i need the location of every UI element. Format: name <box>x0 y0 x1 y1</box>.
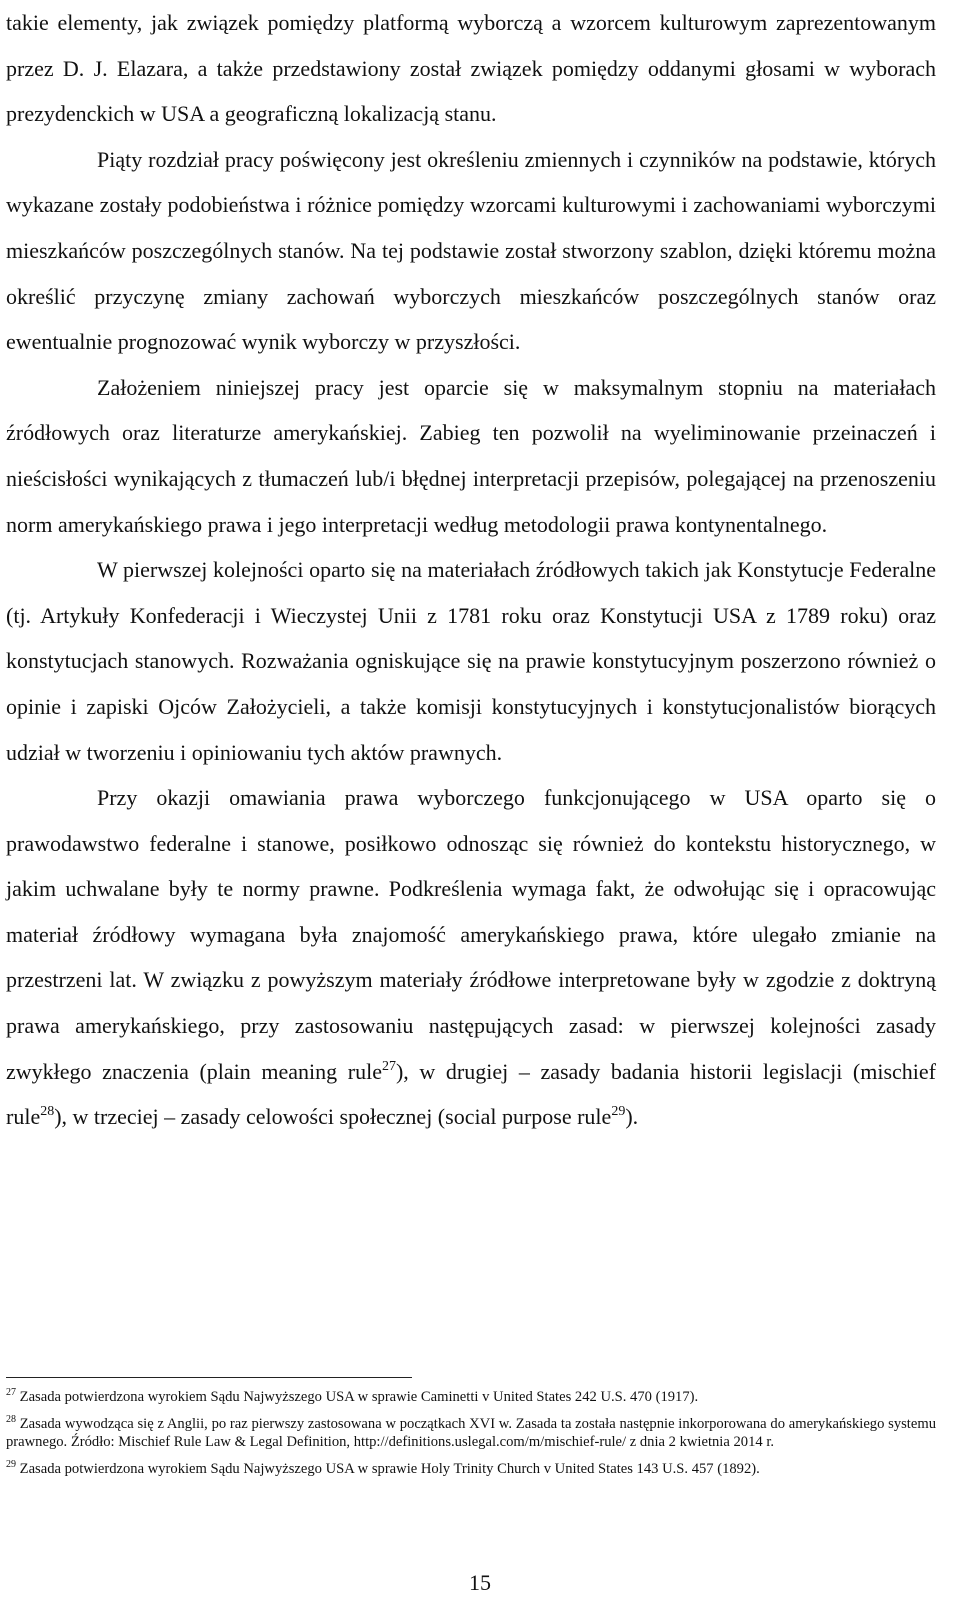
footnote-29 <box>6 1460 936 1479</box>
footnote-number: 27 <box>6 1387 16 1398</box>
footnote-ref-28[interactable]: 28 <box>40 1104 55 1120</box>
footnote-ref-29[interactable]: 29 <box>611 1104 626 1120</box>
footnote-27 <box>6 1388 936 1407</box>
page-number: 15 <box>469 1570 491 1595</box>
paragraph-intro-continuation: takie elementy, jak związek pomiędzy platformą wyborczą a wzorcem kulturowym zaprezentowanym przez D. J. Elazara, a także przedstawiony został związek pomiędzy oddanymi głosami w wyborach prezydenckich w USA a geograficzną lokalizacją stanu. <box>6 10 936 127</box>
paragraph-constitutions: W pierwszej kolejności oparto się na materiałach źródłowych takich jak Konstytucje Federalne (tj. Artykuły Konfederacji i Wieczystej Unii z 1781 roku oraz Konstytucji USA z 1789 roku) oraz konstytucjach stanowych. Rozważania ogniskujące się na prawie konstytucyjnym poszerzono również o opinie i zapiski Ojców Założycieli, a także komisji konstytucyjnych i konstytucjonalistów biorących udział w tworzeniu i opiniowaniu tych aktów prawnych. <box>6 557 936 765</box>
body-text <box>6 0 936 1140</box>
paragraph-electoral-law-text-3: ), w trzeciej – zasady celowości społecznej (social purpose rule <box>54 1104 612 1130</box>
footnote-text: Zasada wywodząca się z Anglii, po raz pierwszy zastosowana w początkach XVI w. Zasada ta została następnie inkorporowana do amerykańskiego systemu prawnego. Źródło: Mischief Rule Law & Legal Definition, http://definitions.uslegal.com/m/mischief-rule/ z dnia 2 kwietnia 2014 r. <box>6 1415 936 1451</box>
footnote-28 <box>6 1415 936 1452</box>
paragraph-electoral-law-text-4: ). <box>625 1104 639 1130</box>
document-page <box>6 0 936 1140</box>
footnote-number: 29 <box>6 1458 16 1470</box>
footnotes <box>6 1388 936 1486</box>
paragraph-chapter-five: Piąty rozdział pracy poświęcony jest określeniu zmiennych i czynników na podstawie, których wykazane zostały podobieństwa i różnice pomiędzy wzorcami kulturowymi i zachowaniami wyborczymi mieszkańców poszczególnych stanów. Na tej podstawie został stworzony szablon, dzięki któremu można określić przyczynę zmiany zachowań wyborczych mieszkańców poszczególnych stanów oraz ewentualnie prognozować wynik wyborczy w przyszłości. <box>6 146 936 355</box>
paragraph-electoral-law-text-2: ), w drugiej – zasady badania historii legislacji (mischief rule <box>6 1058 936 1130</box>
footnote-separator <box>6 1377 412 1378</box>
paragraph-sources-assumption: Założeniem niniejszej pracy jest oparcie się w maksymalnym stopniu na materiałach źródłowych oraz literaturze amerykańskiej. Zabieg ten pozwolił na wyeliminowanie przeinaczeń i nieścisłości wynikających z tłumaczeń lub/i błędnej interpretacji przepisów, polegającej na przenoszeniu norm amerykańskiego prawa i jego interpretacji według metodologii prawa kontynentalnego. <box>6 374 936 537</box>
footnote-number: 28 <box>6 1413 16 1425</box>
paragraph-electoral-law-text-1: Przy okazji omawiania prawa wyborczego funkcjonującego w USA oparto się o prawodawstwo federalne i stanowe, posiłkowo odnosząc się również do kontekstu historycznego, w jakim uchwalane były te normy prawne. Podkreślenia wymaga fakt, że odwołując się i opracowując materiał źródłowy wymagana była znajomość amerykańskiego prawa, które ulegało zmianie na przestrzeni lat. W związku z powyższym materiały źródłowe interpretowane były w zgodzie z doktryną prawa amerykańskiego, przy zastosowaniu następujących zasad: w pierwszej kolejności zasady zwykłego znaczenia (plain meaning rule <box>6 785 936 1084</box>
paragraph-electoral-law <box>6 775 936 1140</box>
footnote-ref-27[interactable]: 27 <box>381 1058 396 1074</box>
footnote-text: Zasada potwierdzona wyrokiem Sądu Najwyższego USA w sprawie Holy Trinity Church v United States 143 U.S. 457 (1892). <box>19 1460 760 1477</box>
footnote-text: Zasada potwierdzona wyrokiem Sądu Najwyższego USA w sprawie Caminetti v United States 242 U.S. 470 (1917). <box>19 1389 699 1405</box>
